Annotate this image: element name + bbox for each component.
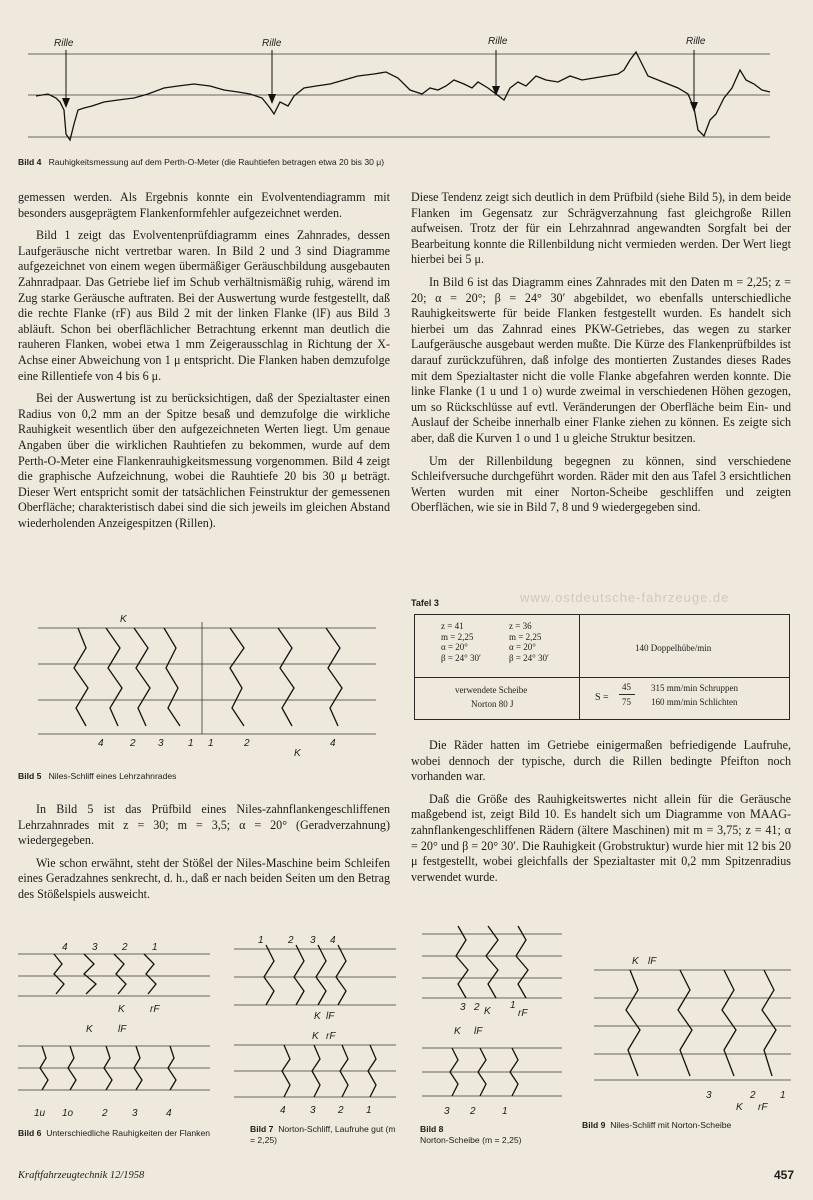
tafel-value: m = 2,25	[509, 631, 542, 642]
flank-label: lF	[648, 956, 657, 967]
tafel-s-row: 160 mm/min Schlichten	[651, 697, 738, 707]
paragraph: Bei der Auswertung ist zu berücksichtigen, daß der Spezialtaster einen Radius von 0,2 mm an der Spitze besaß und demzufolge die wirkliche Rauhigkeit wesentlich über den aufgezeichneten Werten liegt. Um genaue Angaben über die wirklichen Rauhtiefen zu bekommen, wurde auf dem Perth-O-Meter eine Flankenrauhigkeitsmessung vorgenommen. Bild 4 zeigt die graphische Aufzeichnung, wobei die Rauhtiefe 20 bis 30 μ beträgt. Dieser Wert entspricht somit der tatsächlichen Feinstruktur der gemessenen Oberfläche; charakteristisch dabei sind die sich jeweils im gleichen Abstand wiederholenden Anzeigespitzen (Rillen).	[18, 391, 390, 530]
curve-number: 1u	[34, 1108, 46, 1119]
curve-number: 3	[310, 935, 316, 946]
caption-text: Norton-Scheibe (m = 2,25)	[420, 1135, 522, 1145]
curve-number: 4	[330, 935, 336, 946]
curve-number: 3	[444, 1106, 450, 1117]
bild-6-svg	[14, 928, 214, 1128]
tafel-s-row: 315 mm/min Schruppen	[651, 683, 738, 693]
caption-text: Niles-Schliff mit Norton-Scheibe	[610, 1120, 732, 1130]
curve-number: 1	[208, 738, 214, 749]
flank-label: rF	[326, 1031, 336, 1042]
caption-number: Bild 6	[18, 1128, 42, 1138]
curve-number: 2	[130, 738, 136, 749]
curve-number: 2	[244, 738, 250, 749]
curve-number: 3	[310, 1105, 316, 1116]
tafel-scheibe-name: Norton 80 J	[471, 699, 514, 709]
figure-bild-6	[14, 928, 214, 1128]
tafel-s-num: 45	[622, 682, 631, 692]
flank-label: lF	[326, 1011, 335, 1022]
flank-label: rF	[518, 1008, 528, 1019]
curve-number: 2	[102, 1108, 108, 1119]
caption-number: Bild 8	[420, 1124, 444, 1134]
k-label: K	[736, 1102, 743, 1113]
caption-text: Norton-Schliff, Laufruhe gut (m = 2,25)	[250, 1124, 396, 1145]
k-label: K	[86, 1024, 93, 1035]
curve-number: 1o	[62, 1108, 74, 1119]
rille-markers	[62, 50, 698, 112]
curve-number: 4	[280, 1105, 286, 1116]
curve-number: 2	[750, 1090, 756, 1101]
rille-label: Rille	[54, 38, 74, 49]
k-label: K	[632, 956, 639, 967]
figure-bild-8	[418, 918, 566, 1123]
paragraph: Bild 1 zeigt das Evolventenprüfdiagramm eines Zahnrades, dessen Laufgeräusche nicht vertretbar waren. In Bild 2 und 3 sind Diagramme aufgezeichnet von einem wegen übermäßiger Geräuschbildung ausgebauten Zahnradpaar. Das Getriebe lief im Schub verhältnismäßig ruhig, wärend im Zug starke Geräusche auftraten. Bei der Auswertung wurde festgestellt, daß die rechte Flanke (rF) aus Bild 2 mit der linken Flanke (lF) aus Bild 3 abläuft. Schon bei oberflächlicher Betrachtung erkennt man deutlich die rauheren Flanken, wobei etwa 1 mm Zeigerausschlag in Richtung der X-Achse einer Abweichung von 1 μ entspricht. Die Flanken haben demzufolge eine Rillentiefe von 4 bis 6 μ.	[18, 228, 390, 383]
bild-8-svg	[418, 918, 566, 1123]
figure-bild-7	[230, 925, 400, 1120]
caption-number: Bild 9	[582, 1120, 606, 1130]
curve-number: 4	[62, 942, 68, 953]
curve-number: 3	[92, 942, 98, 953]
tafel-value: α = 20°	[509, 642, 536, 652]
journal-footer: Kraftfahrzeugtechnik 12/1958	[18, 1170, 145, 1181]
curve-number: 4	[330, 738, 336, 749]
k-label: K	[312, 1031, 319, 1042]
curve-number: 1	[510, 1000, 516, 1011]
k-label: K	[294, 748, 301, 758]
tafel-doppelhub: 140 Doppelhübe/min	[635, 643, 712, 653]
right-column-top	[411, 190, 791, 523]
curve-number: 1	[152, 942, 158, 953]
curve-number: 1	[366, 1105, 372, 1116]
tafel-value: m = 2,25	[441, 631, 474, 642]
caption-number: Bild 7	[250, 1124, 274, 1134]
curve-number: 1	[780, 1090, 786, 1101]
curve-number: 3	[132, 1108, 138, 1119]
left-column-top	[18, 190, 390, 538]
tafel-scheibe-label: verwendete Scheibe	[455, 685, 528, 695]
tafel-value: z = 36	[509, 621, 532, 631]
rille-label: Rille	[686, 36, 706, 47]
perth-o-meter-trace	[36, 52, 770, 140]
curve-number: 1	[188, 738, 194, 749]
figure-bild-5	[30, 608, 380, 758]
paragraph: Daß die Größe des Rauhigkeitswertes nicht allein für die Geräusche maßgebend ist, zeigt Bild 10. Es handelt sich um Diagramme von MAAG-zahnflankengeschliffenen Rädern (ältere Maschinen) mit m = 3,75; z = 41; α = 20° und β = 20° 30′. Die Rauhigkeit (Grobstruktur) wurde hier mit 12 bis 20 μ festgestellt, wobei gleichfalls der Spezialtaster mit 0,2 mm Spitzenradius verwendet wurde.	[411, 791, 791, 884]
bild-7-svg	[230, 925, 400, 1120]
tafel-col2	[509, 621, 549, 663]
rille-label: Rille	[262, 38, 282, 49]
curve-number: 1	[258, 935, 264, 946]
k-label: K	[120, 614, 127, 625]
caption-bild-5	[18, 771, 388, 782]
flank-label: rF	[758, 1102, 768, 1113]
curve-number: 3	[706, 1090, 712, 1101]
caption-text: Rauhigkeitsmessung auf dem Perth-O-Meter (die Rauhtiefen betragen etwa 20 bis 30 μ)	[48, 157, 385, 167]
caption-bild-8	[420, 1124, 570, 1146]
paragraph: Die Räder hatten im Getriebe einigermaßen befriedigende Laufruhe, wobei dennoch der typische, durch die Rillen bedingte Pfeifton noch vorhanden war.	[411, 738, 791, 784]
figure-bild-4	[18, 28, 778, 153]
flank-label: lF	[118, 1024, 127, 1035]
caption-text: Unterschiedliche Rauhigkeiten der Flanken	[46, 1128, 211, 1138]
tafel-s-den: 75	[622, 697, 631, 707]
caption-text: Niles-Schliff eines Lehrzahnrades	[48, 771, 177, 781]
tafel-value: β = 24° 30′	[509, 652, 549, 663]
left-column-mid	[18, 802, 390, 910]
bild-9-svg	[590, 950, 795, 1115]
paragraph: In Bild 6 ist das Diagramm eines Zahnrades mit den Daten m = 2,25; z = 20; α = 20°; β = 24° 30′ abgebildet, wo ebenfalls unterschiedliche Rauhigkeitswerte für beide Flanken festgestellt wurden. Es handelt sich hierbei um das Zahnrad eines PKW-Getriebes, das wegen zu starker Laufgeräusche ausgebaut werden mußte. Die Kürze des Flankenprüfbildes ist darauf zurückzuführen, daß infolge des montierten Zustandes dieses Rades mit dem Spezialtaster nicht die volle Flanke abgefahren werden konnte. Die linke Flanke (1 u und 1 o) wurde zweimal in verschiedenen Höhen gezogen, um so Rückschlüsse auf evtl. Veränderungen der Oberfläche beim Ein- und Auslauf der Scheibe innerhalb einer Flanke ziehen zu können. Es zeigte sich aber, daß die Kurven 1 o und 1 u gleiche Struktur besitzen.	[411, 274, 791, 445]
right-column-mid	[411, 738, 791, 892]
curve-number: 3	[158, 738, 164, 749]
paragraph: In Bild 5 ist das Prüfbild eines Niles-zahnflankengeschliffenen Lehrzahnrades mit z = 30; m = 3,5; α = 20° (Geradverzahnung) wiedergegeben.	[18, 802, 390, 848]
rille-label: Rille	[488, 36, 508, 47]
curve-number: 1	[502, 1106, 508, 1117]
tafel-s-label: S =	[595, 692, 609, 703]
k-label: K	[454, 1026, 461, 1037]
curve-number: 2	[470, 1106, 476, 1117]
page-number: 457	[774, 1168, 795, 1182]
k-label: K	[314, 1011, 321, 1022]
tafel-3-table	[414, 614, 790, 720]
tafel-value: z = 41	[441, 621, 464, 631]
flank-label: rF	[150, 1004, 160, 1015]
curve-number: 2	[288, 935, 294, 946]
curve-number: 2	[338, 1105, 344, 1116]
curve-number: 2	[122, 942, 128, 953]
caption-bild-6	[18, 1128, 218, 1139]
paragraph: Wie schon erwähnt, steht der Stößel der Niles-Maschine beim Schleifen eines Geradzahnes senkrecht, d. h., daß er nach beiden Seiten um den Betrag des Stößelspiels ausweicht.	[18, 855, 390, 901]
roughness-trace-svg	[18, 28, 778, 153]
caption-number: Bild 5	[18, 771, 42, 781]
caption-bild-7	[250, 1124, 400, 1146]
paragraph: Diese Tendenz zeigt sich deutlich in dem Prüfbild (siehe Bild 5), in dem beide Flanken im Gegensatz zur Schrägverzahnung fast gleichgroße Rillen aufweisen. Trotz der für ein Lehrzahnrad angewandten Sorgfalt bei der Bearbeitung konnte die Rillenbildung nicht vermieden werden. Der Wert liegt hierbei bei 5 μ.	[411, 190, 791, 267]
figure-bild-9	[590, 950, 795, 1115]
curve-number: 2	[474, 1002, 480, 1013]
caption-bild-4	[18, 157, 758, 168]
curve-number: 4	[166, 1108, 172, 1119]
tafel-value: α = 20°	[441, 642, 468, 652]
tafel-value: β = 24° 30′	[441, 652, 481, 663]
bild-5-svg	[30, 608, 380, 758]
caption-bild-9	[582, 1120, 792, 1131]
curve-number: 3	[460, 1002, 466, 1013]
watermark: www.ostdeutsche-fahrzeuge.de	[520, 590, 730, 605]
k-label: K	[118, 1004, 125, 1015]
tafel-title: Tafel 3	[411, 598, 439, 608]
k-label: K	[484, 1006, 491, 1017]
caption-number: Bild 4	[18, 157, 42, 167]
paragraph: gemessen werden. Als Ergebnis konnte ein Evolventendiagramm mit besonders ausgeprägtem Flankenformfehler aufgezeichnet werden.	[18, 190, 390, 220]
tafel-col1	[441, 621, 481, 663]
curve-number: 4	[98, 738, 104, 749]
flank-label: lF	[474, 1026, 483, 1037]
paragraph: Um der Rillenbildung begegnen zu können, sind verschiedene Schleifversuche durchgeführt worden. Räder mit den aus Tafel 3 ersichtlichen Werten wurden mit einer Norton-Scheibe geschliffen und zeigten Oberflächen, wie sie in Bild 7, 8 und 9 wiedergegeben sind.	[411, 453, 791, 515]
